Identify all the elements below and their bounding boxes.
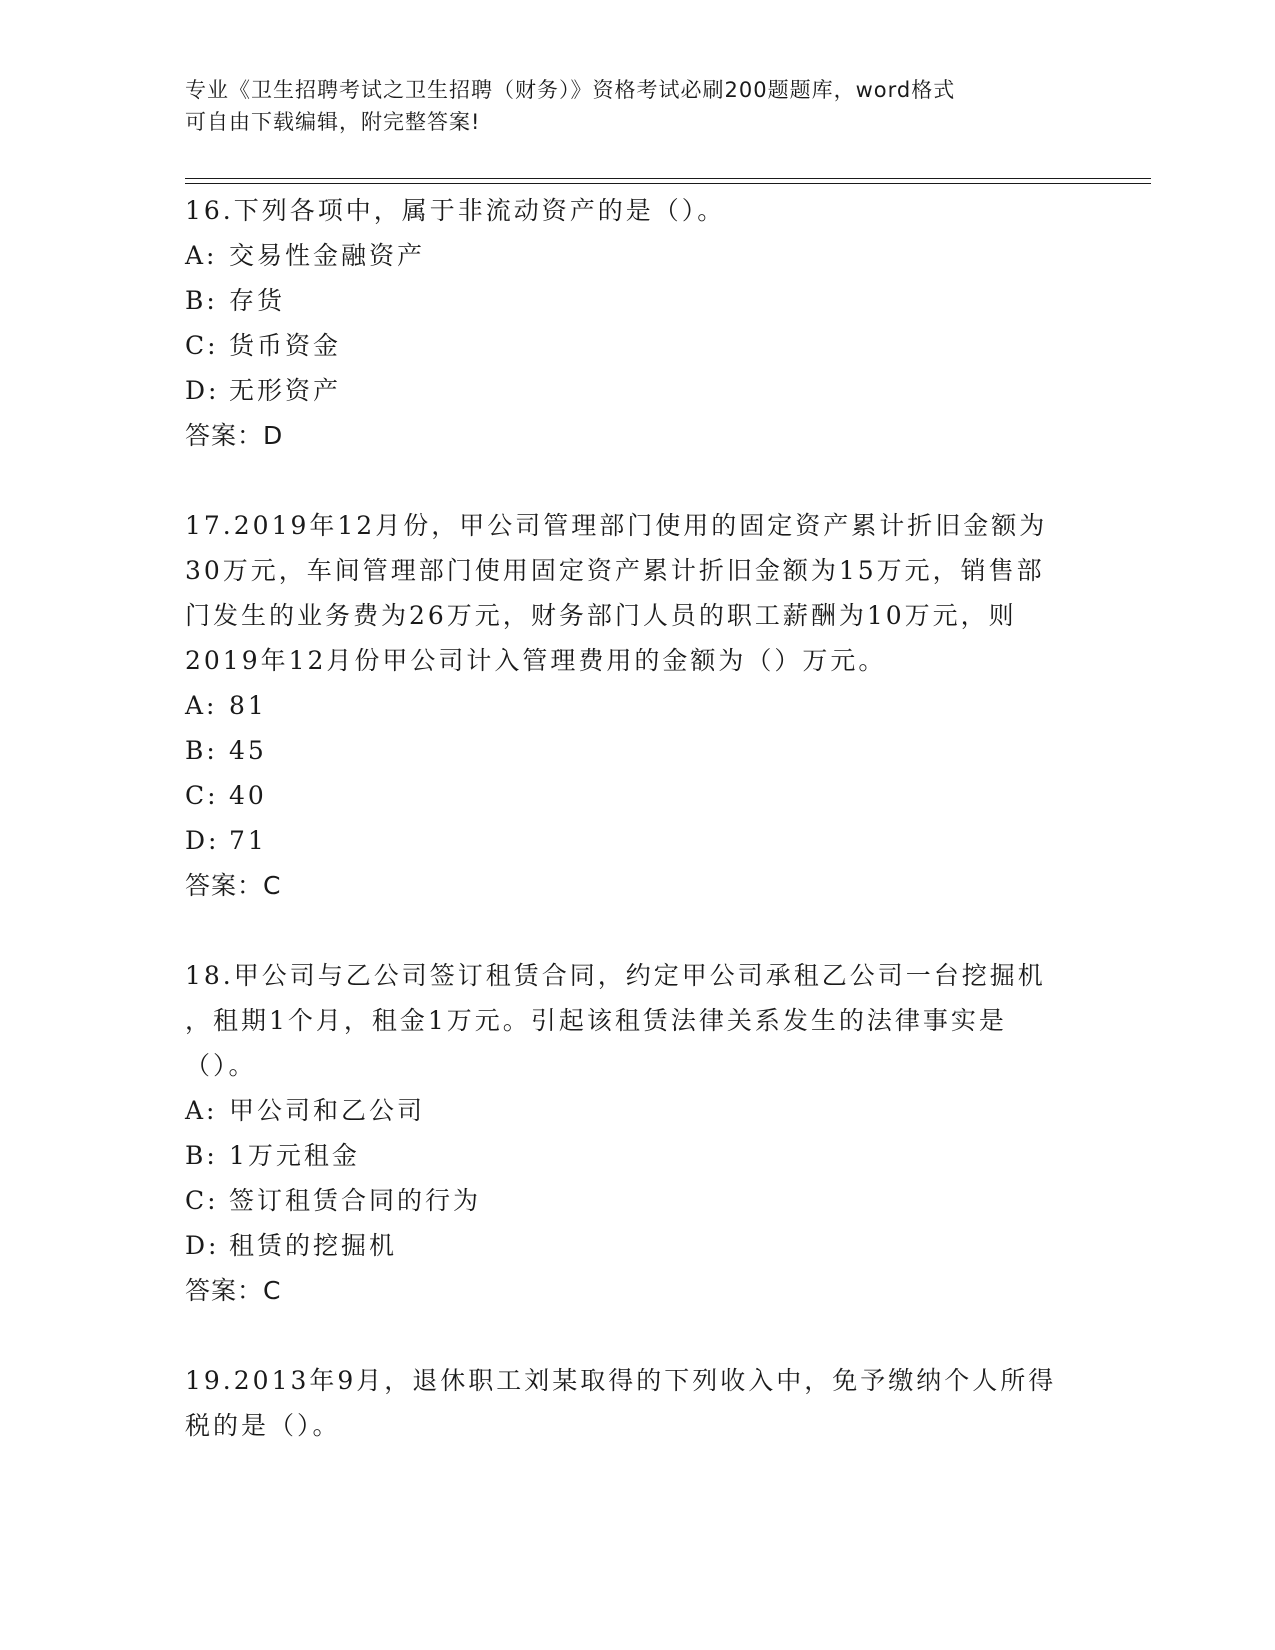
question-spacer — [185, 1313, 1085, 1358]
option-c — [185, 323, 1085, 368]
option-d — [185, 818, 1085, 863]
option-key: C: — [185, 1186, 219, 1215]
option-key: C: — [185, 331, 219, 360]
option-key: D: — [185, 376, 220, 405]
option-b — [185, 728, 1085, 773]
option-b — [185, 1133, 1085, 1178]
option-key: A: — [185, 241, 218, 270]
stem-line: 18.甲公司与乙公司签订租赁合同，约定甲公司承租乙公司一台挖掘机 — [185, 961, 1046, 990]
option-d — [185, 368, 1085, 413]
option-text: 45 — [229, 736, 267, 765]
question-list — [185, 188, 1085, 1448]
option-c — [185, 773, 1085, 818]
option-key: D: — [185, 826, 220, 855]
option-text: 1万元租金 — [229, 1141, 360, 1170]
stem-line: 17.2019年12月份，甲公司管理部门使用的固定资产累计折旧金额为 — [185, 511, 1048, 540]
option-text: 签订租赁合同的行为 — [229, 1186, 482, 1215]
option-b — [185, 278, 1085, 323]
option-text: 甲公司和乙公司 — [229, 1096, 426, 1125]
option-text: 交易性金融资产 — [229, 241, 426, 270]
option-key: A: — [185, 1096, 218, 1125]
option-text: 存货 — [229, 286, 286, 315]
option-key: B: — [185, 1141, 218, 1170]
option-text: 81 — [229, 691, 267, 720]
answer-line: 答案：D — [185, 421, 284, 450]
option-key: D: — [185, 1231, 220, 1260]
answer-line: 答案：C — [185, 1276, 282, 1305]
option-text: 40 — [229, 781, 267, 810]
header-line-1: 专业《卫生招聘考试之卫生招聘（财务）》资格考试必刷200题题库，word格式 — [185, 78, 956, 102]
header-divider-top — [185, 178, 1151, 179]
option-a — [185, 233, 1085, 278]
header-divider-bottom — [185, 183, 1151, 184]
stem-line: 16.下列各项中，属于非流动资产的是（）。 — [185, 196, 726, 225]
answer-line: 答案：C — [185, 871, 282, 900]
header-line-2: 可自由下载编辑，附完整答案! — [185, 110, 481, 134]
option-d — [185, 1223, 1085, 1268]
option-text: 71 — [229, 826, 267, 855]
question-spacer — [185, 908, 1085, 953]
stem-line: 2019年12月份甲公司计入管理费用的金额为（）万元。 — [185, 646, 887, 675]
document-header — [185, 74, 1065, 138]
option-a — [185, 1088, 1085, 1133]
stem-line: ，租期1个月，租金1万元。引起该租赁法律关系发生的法律事实是 — [185, 1006, 1007, 1035]
option-key: C: — [185, 781, 219, 810]
question-stem — [185, 503, 1085, 683]
option-key: A: — [185, 691, 218, 720]
stem-line: 30万元，车间管理部门使用固定资产累计折旧金额为15万元，销售部 — [185, 556, 1045, 585]
question-stem — [185, 1358, 1085, 1448]
question-19 — [185, 1358, 1085, 1448]
stem-line: （）。 — [185, 1051, 257, 1080]
option-key: B: — [185, 736, 218, 765]
stem-line: 19.2013年9月，退休职工刘某取得的下列收入中，免予缴纳个人所得 — [185, 1366, 1057, 1395]
question-17 — [185, 503, 1085, 908]
option-c — [185, 1178, 1085, 1223]
question-spacer — [185, 458, 1085, 503]
option-key: B: — [185, 286, 218, 315]
stem-line: 税的是（）。 — [185, 1411, 341, 1440]
question-18 — [185, 953, 1085, 1313]
stem-line: 门发生的业务费为26万元，财务部门人员的职工薪酬为10万元，则 — [185, 601, 1017, 630]
option-a — [185, 683, 1085, 728]
question-stem — [185, 953, 1085, 1088]
option-text: 租赁的挖掘机 — [229, 1231, 398, 1260]
question-16 — [185, 188, 1085, 458]
option-text: 货币资金 — [229, 331, 342, 360]
question-stem — [185, 188, 1085, 233]
option-text: 无形资产 — [229, 376, 342, 405]
